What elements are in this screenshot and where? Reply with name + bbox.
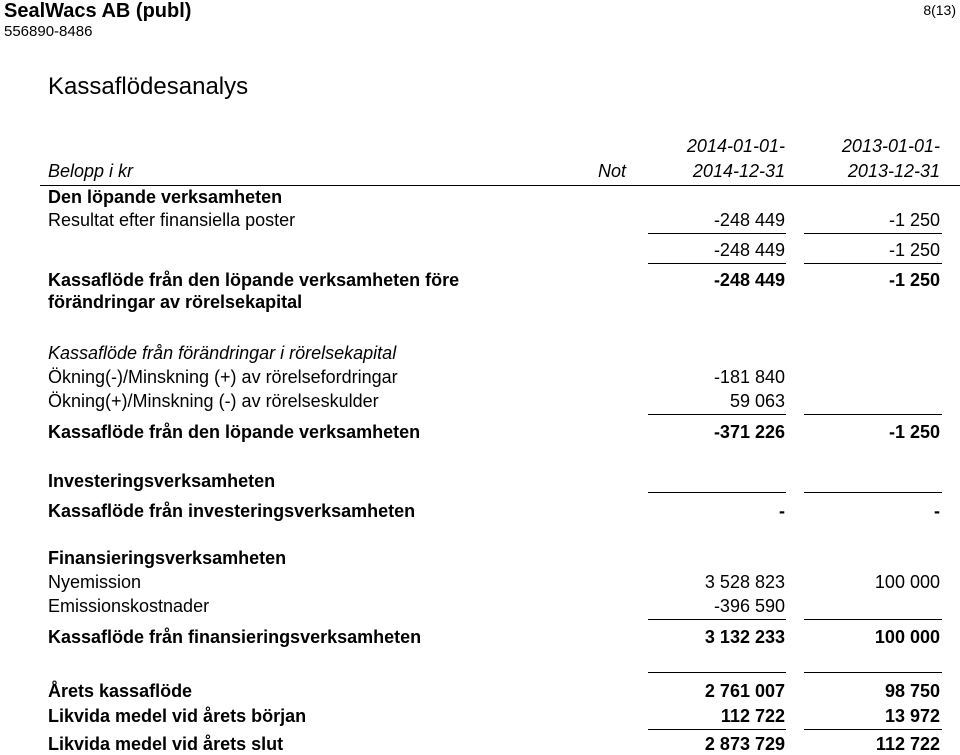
row-value-financing-total-2013: 100 000 bbox=[874, 627, 940, 647]
header-rule bbox=[40, 185, 960, 186]
row-label-opening-cash: Likvida medel vid årets början bbox=[48, 706, 307, 726]
underline-col1 bbox=[648, 233, 786, 234]
underline-col1 bbox=[648, 729, 786, 730]
subtotal-2013: -1 250 bbox=[888, 240, 940, 260]
period1-start: 2014-01-01- bbox=[686, 136, 785, 156]
row-label-payables: Ökning(+)/Minskning (-) av rörelseskulder bbox=[48, 391, 379, 411]
period2-start: 2013-01-01- bbox=[841, 136, 940, 156]
underline-col1 bbox=[648, 619, 786, 620]
row-value-year-cashflow-2014: 2 761 007 bbox=[704, 681, 785, 701]
subtotal-2014: -248 449 bbox=[713, 240, 785, 260]
underline-col2 bbox=[804, 492, 942, 493]
underline-col1 bbox=[648, 492, 786, 493]
row-value-investing-total-2013: - bbox=[934, 501, 940, 521]
row-value-receivables-2014: -181 840 bbox=[713, 367, 785, 387]
row-value-result-2014: -248 449 bbox=[713, 210, 785, 230]
section-heading-working-capital: Kassaflöde från förändringar i rörelsekapital bbox=[48, 343, 397, 363]
org-number: 556890-8486 bbox=[4, 23, 93, 40]
row-value-new-issue-2014: 3 528 823 bbox=[704, 572, 785, 592]
row-label-new-issue: Nyemission bbox=[48, 572, 142, 592]
section-heading-investing: Investeringsverksamheten bbox=[48, 471, 276, 491]
amount-unit-label: Belopp i kr bbox=[48, 161, 134, 181]
company-name: SealWacs AB (publ) bbox=[4, 0, 192, 22]
row-label-issue-costs: Emissionskostnader bbox=[48, 596, 210, 616]
section-heading-operating: Den löpande verksamheten bbox=[48, 187, 283, 207]
underline-col2 bbox=[804, 233, 942, 234]
note-column-header: Not bbox=[598, 161, 627, 181]
page-title: Kassaflödesanalys bbox=[48, 73, 249, 100]
row-value-payables-2014: 59 063 bbox=[729, 391, 785, 411]
underline-col1 bbox=[648, 263, 786, 264]
row-value-closing-cash-2013: 112 722 bbox=[875, 734, 940, 754]
page-number: 8(13) bbox=[923, 2, 956, 18]
row-value-operating-total-2013: -1 250 bbox=[888, 422, 940, 442]
row-label-result: Resultat efter finansiella poster bbox=[48, 210, 296, 230]
row-label-financing-total: Kassaflöde från finansieringsverksamheten bbox=[48, 627, 422, 647]
underline-col1 bbox=[648, 672, 786, 673]
underline-col2 bbox=[804, 414, 942, 415]
row-value-before-changes-2013: -1 250 bbox=[888, 270, 940, 290]
underline-col2 bbox=[804, 672, 942, 673]
section-heading-financing: Finansieringsverksamheten bbox=[48, 548, 287, 568]
row-label-before-changes-line2: förändringar av rörelsekapital bbox=[48, 292, 303, 312]
row-label-operating-total: Kassaflöde från den löpande verksamheten bbox=[48, 422, 421, 442]
underline-col2 bbox=[804, 729, 942, 730]
row-value-new-issue-2013: 100 000 bbox=[874, 572, 940, 592]
row-value-year-cashflow-2013: 98 750 bbox=[884, 681, 940, 701]
row-value-operating-total-2014: -371 226 bbox=[713, 422, 785, 442]
row-label-before-changes-line1: Kassaflöde från den löpande verksamheten före bbox=[48, 270, 460, 290]
row-label-closing-cash: Likvida medel vid årets slut bbox=[48, 734, 284, 754]
row-value-issue-costs-2014: -396 590 bbox=[713, 596, 785, 616]
row-value-investing-total-2014: - bbox=[779, 501, 785, 521]
period1-end: 2014-12-31 bbox=[692, 161, 785, 181]
underline-col2 bbox=[804, 263, 942, 264]
row-label-investing-total: Kassaflöde från investeringsverksamheten bbox=[48, 501, 416, 521]
row-value-opening-cash-2014: 112 722 bbox=[720, 706, 785, 726]
row-value-before-changes-2014: -248 449 bbox=[713, 270, 785, 290]
row-label-receivables: Ökning(-)/Minskning (+) av rörelsefordringar bbox=[48, 367, 398, 387]
row-value-closing-cash-2014: 2 873 729 bbox=[704, 734, 785, 754]
period2-end: 2013-12-31 bbox=[847, 161, 940, 181]
row-value-opening-cash-2013: 13 972 bbox=[884, 706, 940, 726]
underline-col2 bbox=[804, 619, 942, 620]
underline-col1 bbox=[648, 414, 786, 415]
row-label-year-cashflow: Årets kassaflöde bbox=[48, 681, 193, 701]
row-value-financing-total-2014: 3 132 233 bbox=[704, 627, 785, 647]
row-value-result-2013: -1 250 bbox=[888, 210, 940, 230]
